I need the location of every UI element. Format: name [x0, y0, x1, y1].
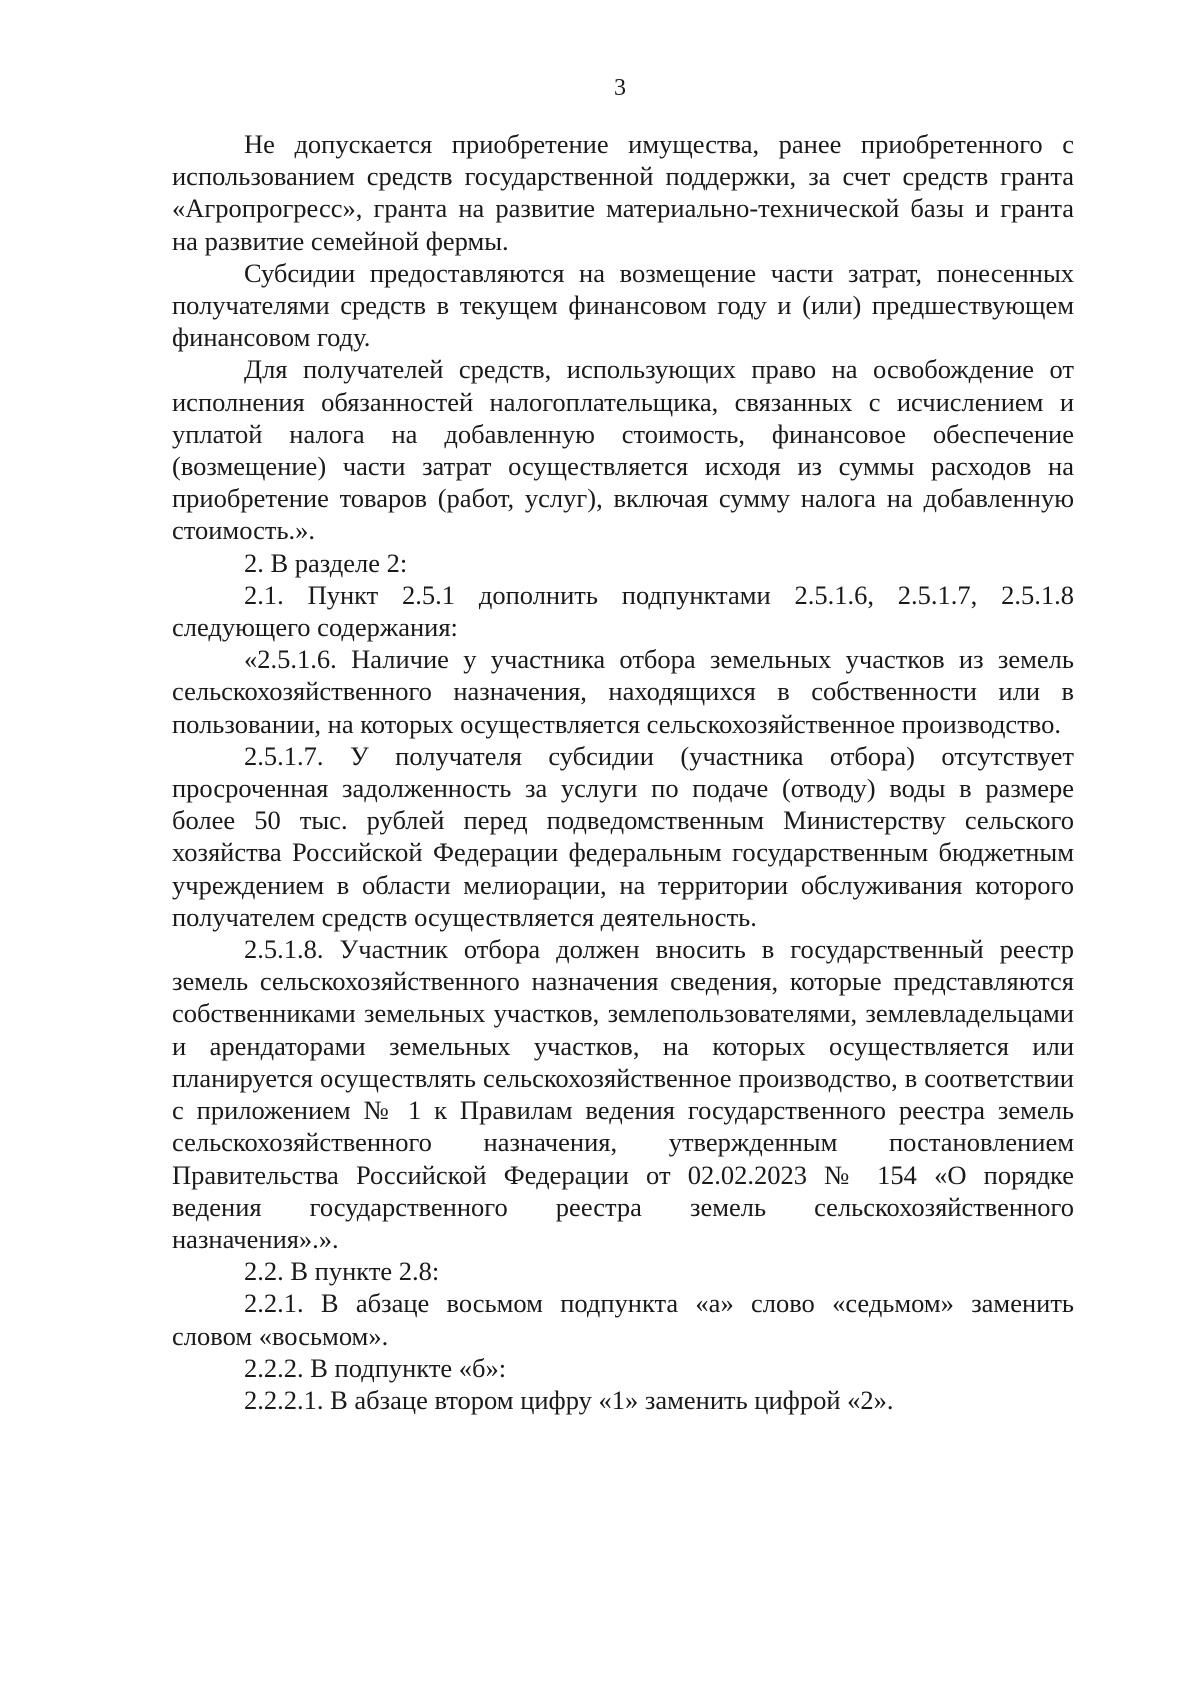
section-heading: 2. В разделе 2:	[244, 547, 408, 578]
section-heading: 2.2.2. В подпункте «б»:	[244, 1352, 507, 1383]
paragraph: «2.5.1.6. Наличие у участника отбора земельных участков из земель сельскохозяйственного назначения, находящихся в собственности или в пользовании, на которых осуществляется сельскохозяйственное производство.	[172, 644, 1074, 739]
paragraph: 2.2.1. В абзаце восьмом подпункта «а» слово «седьмом» заменить словом «восьмом».	[172, 1288, 1074, 1351]
paragraph: 2.2.2.1. В абзаце втором цифру «1» заменить цифрой «2».	[244, 1384, 894, 1415]
paragraph: Субсидии предоставляются на возмещение части затрат, понесенных получателями средств в текущем финансовом году и (или) предшествующем финансовом году.	[172, 257, 1074, 353]
paragraph: Для получателей средств, использующих право на освобождение от исполнения обязанностей налогоплательщика, связанных с исчислением и уплатой налога на добавленную стоимость, финансовое обеспечение (возмещение) части затрат осуществляется исходя из суммы расходов на приобретение товаров (работ, услуг), включая сумму налога на добавленную стоимость.».	[172, 354, 1074, 546]
document-body	[172, 128, 1074, 1416]
paragraph: 2.5.1.7. У получателя субсидии (участника отбора) отсутствует просроченная задолженность за услуги по подаче (отводу) воды в размере более 50 тыс. рублей перед подведомственным Министерству сельского хозяйства Российской Федерации федеральным государственным бюджетным учреждением в области мелиорации, на территории обслуживания которого получателем средств осуществляется деятельность.	[172, 740, 1074, 932]
paragraph: 2.1. Пункт 2.5.1 дополнить подпунктами 2.5.1.6, 2.5.1.7, 2.5.1.8 следующего содержания:	[172, 579, 1074, 643]
paragraph: 2.5.1.8. Участник отбора должен вносить в государственный реестр земель сельскохозяйственного назначения сведения, которые представляются собственниками земельных участков, землепользователями, землевладельцами и арендаторами земельных участков, на которых осуществляется или планируется осуществлять сельскохозяйственное производство, в соответствии с приложением № 1 к Правилам ведения государственного реестра земель сельскохозяйственного назначения, утвержденным постановлением Правительства Российской Федерации от 02.02.2023 № 154 «О порядке ведения государственного реестра земель сельскохозяйственного назначения».».	[172, 934, 1074, 1254]
paragraph: Не допускается приобретение имущества, ранее приобретенного с использованием средств государственной поддержки, за счет средств гранта «Агропрогресс», гранта на развитие материально-технической базы и гранта на развитие семейной фермы.	[172, 129, 1074, 256]
page-number: 3	[614, 75, 626, 101]
section-heading: 2.2. В пункте 2.8:	[244, 1256, 440, 1287]
